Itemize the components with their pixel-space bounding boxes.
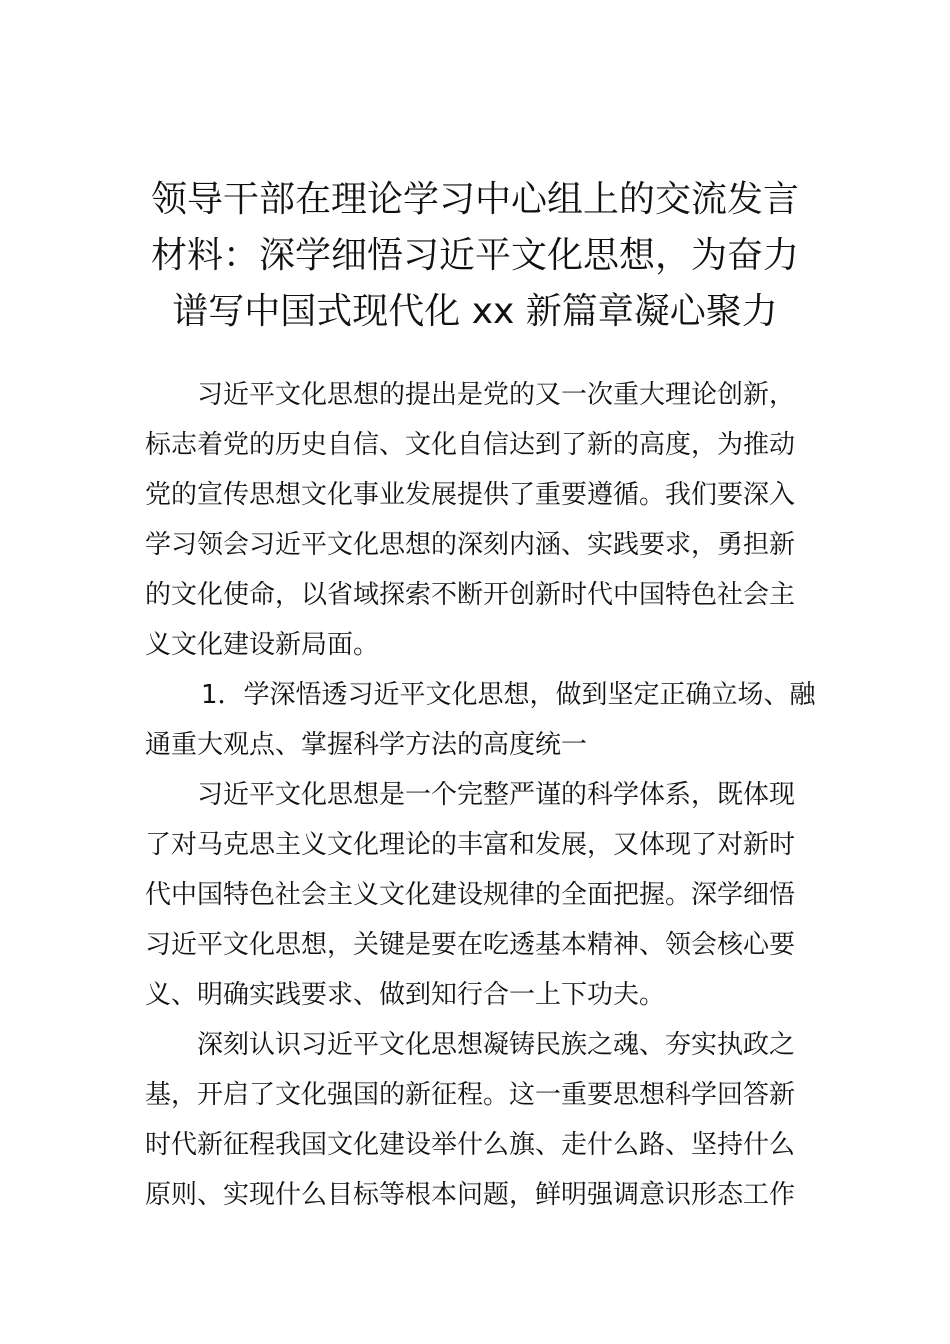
text-line: 义文化建设新局面。 [145, 630, 380, 660]
text-line: 时代新征程我国文化建设举什么旗、走什么路、坚持什么 [145, 1130, 796, 1160]
text-line: 的文化使命，以省域探索不断开创新时代中国特色社会主 [145, 580, 796, 610]
text-line: 1．学深悟透习近平文化思想，做到坚定正确立场、融 [201, 680, 816, 710]
text-line: 代中国特色社会主义文化建设规律的全面把握。深学细悟 [145, 880, 796, 910]
title-line: 领导干部在理论学习中心组上的交流发言 [150, 179, 799, 220]
text-line: 学习领会习近平文化思想的深刻内涵、实践要求，勇担新 [145, 530, 796, 560]
text-line: 基，开启了文化强国的新征程。这一重要思想科学回答新 [145, 1080, 796, 1110]
document-title [140, 172, 810, 340]
text-line: 习近平文化思想的提出是党的又一次重大理论创新， [197, 380, 796, 410]
text-line: 标志着党的历史自信、文化自信达到了新的高度，为推动 [145, 430, 796, 460]
text-line: 习近平文化思想，关键是要在吃透基本精神、领会核心要 [145, 930, 796, 960]
text-line: 了对马克思主义文化理论的丰富和发展，又体现了对新时 [145, 830, 796, 860]
title-line: 材料：深学细悟习近平文化思想，为奋力 [150, 235, 799, 276]
text-line: 深刻认识习近平文化思想凝铸民族之魂、夯实执政之 [197, 1030, 796, 1060]
section-heading [145, 670, 816, 770]
text-line: 习近平文化思想是一个完整严谨的科学体系，既体现 [197, 780, 796, 810]
intro-paragraph [145, 370, 810, 670]
body-paragraph [145, 1020, 810, 1220]
text-line: 原则、实现什么目标等根本问题，鲜明强调意识形态工作 [145, 1180, 796, 1210]
body-paragraph [145, 770, 810, 1020]
document-body [145, 370, 816, 1220]
text-line: 通重大观点、掌握科学方法的高度统一 [145, 730, 588, 760]
text-line: 义、明确实践要求、做到知行合一上下功夫。 [145, 980, 666, 1010]
text-line: 党的宣传思想文化事业发展提供了重要遵循。我们要深入 [145, 480, 796, 510]
title-line: 谱写中国式现代化 xx 新篇章凝心聚力 [172, 291, 778, 332]
